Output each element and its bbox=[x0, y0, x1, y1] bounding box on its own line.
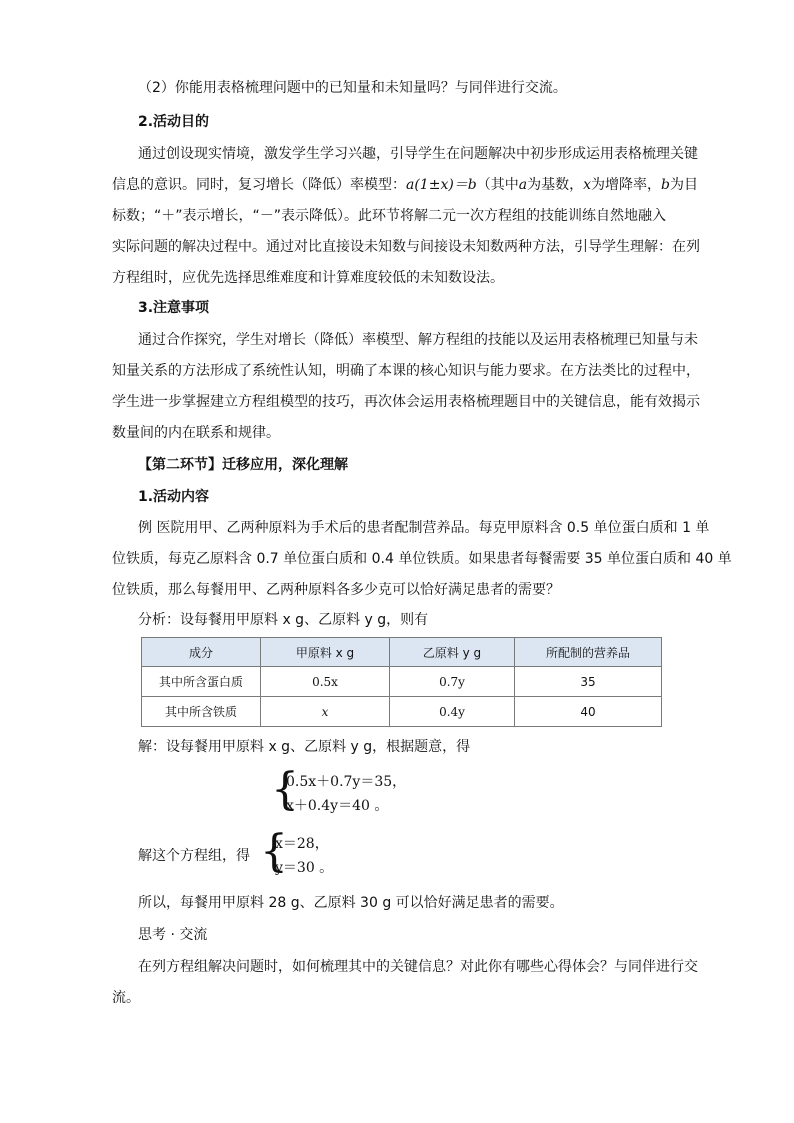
notes-line-4: 数量间的内在联系和规律。 bbox=[112, 425, 280, 441]
table-header-cell: 成分 bbox=[142, 638, 261, 667]
table-cell: x bbox=[261, 697, 390, 727]
left-brace-icon: { bbox=[271, 764, 299, 815]
table-cell: 0.7y bbox=[390, 667, 515, 697]
purpose-line-3: 标数；“＋”表示增长，“－”表示降低）。此环节将解二元一次方程组的技能训练自然地融入 bbox=[112, 208, 667, 224]
table-cell: 0.5x bbox=[261, 667, 390, 697]
example-line-2: 位铁质，每克乙原料含 0.7 单位蛋白质和 0.4 单位铁质。如果患者每餐需要 35 单位蛋白质和 40 单 bbox=[112, 551, 732, 567]
growth-formula: a(1±x)＝b bbox=[406, 177, 477, 193]
ingredient-table bbox=[141, 637, 662, 727]
heading-activity-purpose: 2.活动目的 bbox=[138, 114, 210, 130]
purpose-line-1: 通过创设现实情境，激发学生学习兴趣，引导学生在问题解决中初步形成运用表格梳理关键 bbox=[138, 146, 698, 162]
left-brace-icon: { bbox=[260, 826, 288, 877]
table-header-cell: 所配制的营养品 bbox=[515, 638, 662, 667]
solution-y: y＝30 。 bbox=[275, 860, 334, 876]
notes-line-3: 学生进一步掌握建立方程组模型的技巧，再次体会运用表格梳理题目中的关键信息，能有效揭示 bbox=[112, 394, 700, 410]
solution-intro: 解：设每餐用甲原料 x g、乙原料 y g，根据题意，得 bbox=[138, 739, 471, 755]
notes-line-2: 知量关系的方法形成了系统性认知，明确了本课的核心知识与能力要求。在方法类比的过程中， bbox=[112, 363, 700, 379]
conclusion-text: 所以，每餐用甲原料 28 g、乙原料 30 g 可以恰好满足患者的需要。 bbox=[138, 895, 564, 911]
heading-notes: 3.注意事项 bbox=[138, 300, 210, 316]
purpose-line-2: 信息的意识。同时，复习增长（降低）率模型：a(1±x)＝b（其中a为基数，x为增降率，b为目 bbox=[112, 177, 698, 193]
question-2: （2）你能用表格梳理问题中的已知量和未知量吗？与同伴进行交流。 bbox=[138, 80, 567, 96]
table-row bbox=[142, 697, 662, 727]
equation-1: 0.5x＋0.7y＝35， bbox=[286, 774, 407, 790]
table-header-row bbox=[142, 638, 662, 667]
table-cell: 40 bbox=[515, 697, 662, 727]
equation-2: x＋0.4y＝40 。 bbox=[286, 798, 389, 814]
solution-x: x＝28， bbox=[275, 836, 329, 852]
think-line-2: 流。 bbox=[112, 990, 140, 1006]
notes-line-1: 通过合作探究，学生对增长（降低）率模型、解方程组的技能以及运用表格梳理已知量与未 bbox=[138, 332, 698, 348]
heading-section-2: 【第二环节】迁移应用，深化理解 bbox=[138, 457, 348, 473]
analysis-text: 分析：设每餐用甲原料 x g、乙原料 y g，则有 bbox=[138, 612, 429, 628]
example-line-3: 位铁质，那么每餐用甲、乙两种原料各多少克可以恰好满足患者的需要？ bbox=[112, 582, 560, 598]
equation-system bbox=[286, 770, 406, 818]
purpose-line-5: 方程组时，应优先选择思维难度和计算难度较低的未知数设法。 bbox=[112, 270, 504, 286]
table-header-cell: 甲原料 x g bbox=[261, 638, 390, 667]
heading-activity-content: 1.活动内容 bbox=[138, 489, 210, 505]
think-line-1: 在列方程组解决问题时，如何梳理其中的关键信息？对此你有哪些心得体会？与同伴进行交 bbox=[138, 959, 698, 975]
table-header-cell: 乙原料 y g bbox=[390, 638, 515, 667]
solve-intro: 解这个方程组，得 bbox=[138, 848, 250, 864]
example-line-1: 例 医院用甲、乙两种原料为手术后的患者配制营养品。每克甲原料含 0.5 单位蛋白质和 1 单 bbox=[138, 520, 710, 536]
purpose-line-4: 实际问题的解决过程中。通过对比直接设未知数与间接设未知数两种方法，引导学生理解：在列 bbox=[112, 239, 700, 255]
think-exchange-title: 思考 · 交流 bbox=[138, 927, 208, 943]
table-cell: 其中所含铁质 bbox=[142, 697, 261, 727]
solution-system bbox=[275, 832, 333, 880]
table-cell: 0.4y bbox=[390, 697, 515, 727]
table-row bbox=[142, 667, 662, 697]
table-cell: 其中所含蛋白质 bbox=[142, 667, 261, 697]
table-cell: 35 bbox=[515, 667, 662, 697]
